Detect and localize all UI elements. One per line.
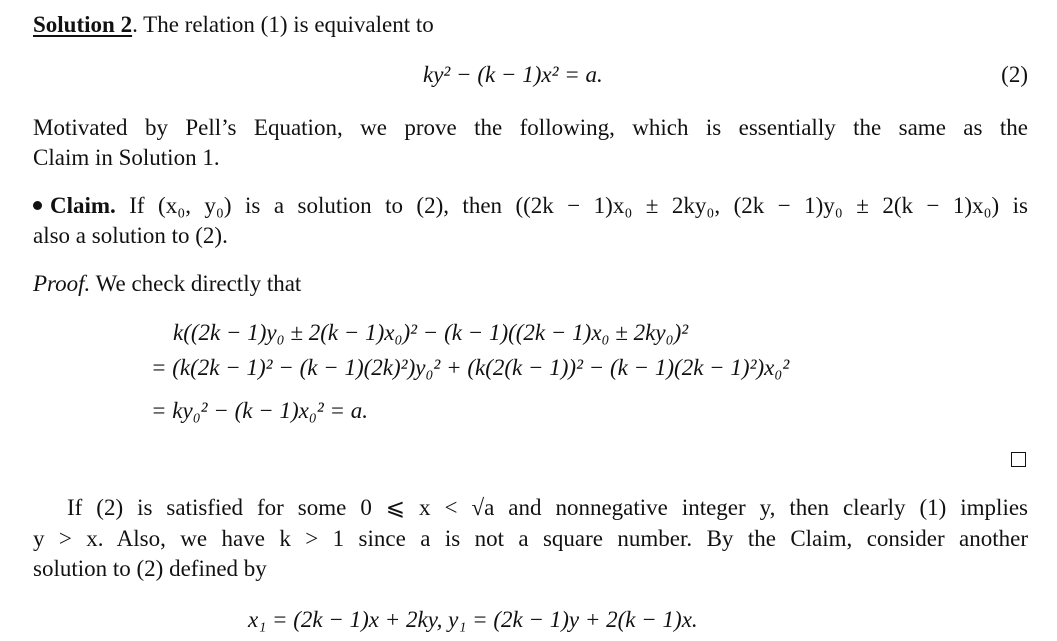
solution-heading: Solution 2 (33, 12, 133, 37)
qed-square-icon (1011, 452, 1026, 467)
continuation-line-1 (33, 493, 1028, 523)
continuation-line-2: y > x. Also, we have k > 1 since a is not a square number. By the Claim, consider another (33, 526, 1028, 551)
claim-line-2: also a solution to (2). (33, 223, 228, 248)
motivation-line-1: Motivated by Pell’s Equation, we prove the following, which is essentially the same as the (33, 115, 1028, 140)
continuation-line-3: solution to (2) defined by (33, 556, 267, 581)
solution-heading-text: . The relation (1) is equivalent to (132, 12, 434, 37)
bullet-icon (33, 201, 42, 210)
solution-heading-line (33, 10, 1028, 40)
proof-label: Proof. (33, 271, 91, 296)
proof-intro: We check directly that (95, 271, 302, 296)
proof-intro-line (33, 269, 1028, 299)
equation-2-number: (2) (1001, 62, 1028, 87)
final-equation: x₁ = (2k − 1)x + 2ky, y₁ = (2k − 1)y + 2(k − 1)x. (248, 607, 698, 632)
proof-equation-line-1: k((2k − 1)y₀ ± 2(k − 1)x₀)² − (k − 1)((2k − 1)x₀ ± 2ky₀)² (173, 320, 689, 345)
claim-label: Claim. (50, 193, 116, 218)
proof-equation-line-2: = (k(2k − 1)² − (k − 1)(2k)²)y₀² + (k(2(k − 1))² − (k − 1)(2k − 1)²)x₀² (151, 355, 790, 380)
equation-2: ky² − (k − 1)x² = a. (423, 62, 603, 87)
motivation-line-2: Claim in Solution 1. (33, 145, 220, 170)
continuation-text-1: If (2) is satisfied for some 0 ⩽ x < √a and nonnegative integer y, then clearly (1) implies (67, 495, 1028, 520)
claim-line-1 (33, 191, 1028, 221)
claim-text: If (x₀, y₀) is a solution to (2), then ((2k − 1)x₀ ± 2ky₀, (2k − 1)y₀ ± 2(k − 1)x₀) is (129, 193, 1029, 218)
proof-equation-line-3: = ky₀² − (k − 1)x₀² = a. (151, 398, 369, 423)
